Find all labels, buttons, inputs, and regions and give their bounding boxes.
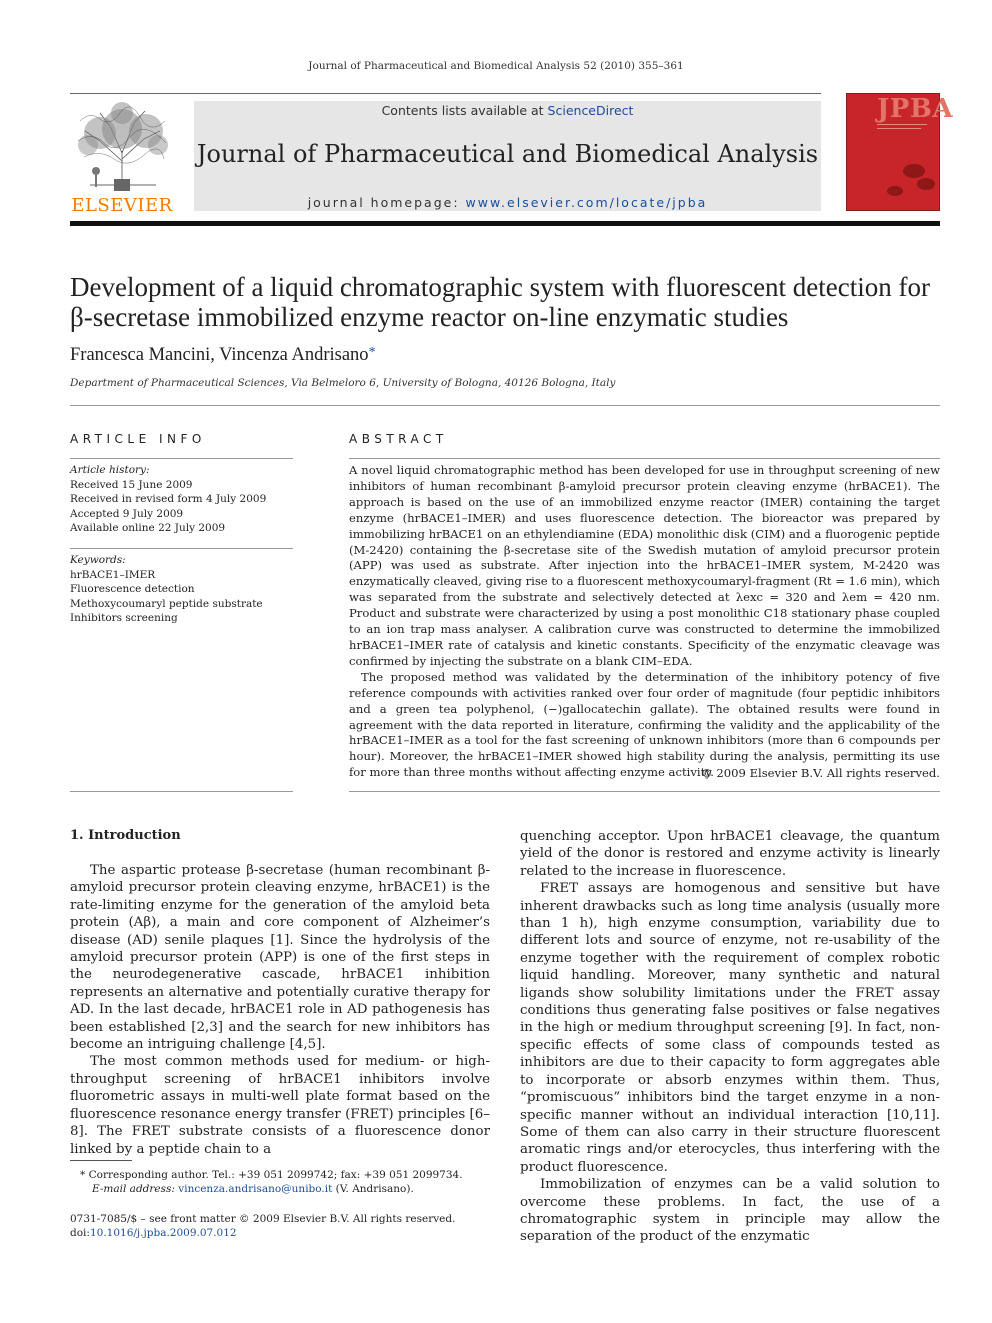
- affiliation: Department of Pharmaceutical Sciences, Via Belmeloro 6, University of Bologna, 40126 Bologna, Italy: [70, 377, 616, 389]
- keyword-item: hrBACE1–IMER: [70, 568, 156, 581]
- intro-paragraph-3: FRET assays are homogenous and sensitive but have inherent drawbacks such as long time analysis (usually more than 1 h), high enzyme consumption, variability due to different lots and source of enzyme, not re-usability of the enzyme together with the requirement of complex robotic liquid handling. Moreover, many synthetic and natural ligands show solubility limitations under the FRET assay conditions thus generating false positives or false negatives in the high or medium throughput screening [9]. In fact, non-specific effects of some class of compounds tested as inhibitors are due to their capacity to form aggregates able to incorporate or absorb enzymes within them. Thus, “promiscuous” inhibitors bind the target enzyme in a non-specific manner without an individual interaction [10,11]. Some of them can also carry in their structure fluorescent aromatic rings and/or eterocycles, thus interfering with the product fluorescence.: [520, 881, 940, 1175]
- article-title-line1: Development of a liquid chromatographic system with fluorescent detection for: [70, 272, 930, 302]
- contents-prefix: Contents lists available at: [381, 103, 548, 118]
- keyword-item: Fluorescence detection: [70, 583, 195, 595]
- body-left-column: [70, 862, 490, 1158]
- keywords-rule: [70, 548, 293, 549]
- keyword-item: Inhibitors screening: [70, 612, 178, 624]
- issn-line: 0731-7085/$ – see front matter © 2009 Elsevier B.V. All rights reserved.: [70, 1213, 456, 1225]
- abstract-paragraph-1: A novel liquid chromatographic method has been developed for use in throughput screening of new inhibitors of human recombinant β-amyloid precursor protein cleaving enzyme (hrBACE1). The approach is based on the use of an immobilized enzyme reactor (IMER) containing the target enzyme (hrBACE1–IMER) and uses fluorescence detection. The bioreactor was prepared by immobilizing hrBACE1 on an ethylendiamine (EDA) monolithic disk (CIM) and a fluorogenic peptide (M-2420) containing the β-secretase site of the Swedish mutation of amyloid precursor protein (APP) was used as substrate. After injection into the hrBACE1–IMER system, M-2420 was enzymatically cleaved, giving rise to a fluorescent methoxycoumaryl-fragment (Rt = 1.6 min), which was separated from the substrate and selectively detected at λexc = 320 and λem = 420 nm. Product and substrate were characterized by using a post monolithic C18 stationary phase coupled to an ion trap mass analyser. A calibration curve was constructed to determine the immobilized hrBACE1–IMER rate of catalysis and kinetic constants. Specificity of the enzymatic cleavage was confirmed by injecting the substrate on a blank CIM–EDA.: [349, 463, 940, 668]
- cover-decoration: [887, 186, 903, 196]
- doi-prefix: doi:: [70, 1227, 90, 1239]
- sciencedirect-link[interactable]: ScienceDirect: [547, 103, 634, 118]
- email-link[interactable]: vincenza.andrisano@unibo.it: [178, 1183, 333, 1195]
- homepage-link[interactable]: www.elsevier.com/locate/jpba: [465, 195, 708, 210]
- email-label: E-mail address:: [92, 1183, 179, 1195]
- doi-link[interactable]: 10.1016/j.jpba.2009.07.012: [89, 1227, 237, 1239]
- masthead-top-rule: [70, 93, 821, 94]
- email-suffix: (V. Andrisano).: [332, 1183, 414, 1195]
- corresponding-author-footnote: * Corresponding author. Tel.: +39 051 2099742; fax: +39 051 2099734.: [80, 1169, 463, 1181]
- history-received: Received 15 June 2009: [70, 478, 193, 491]
- publisher-name: ELSEVIER: [71, 195, 173, 216]
- cover-text-line: [877, 128, 921, 129]
- running-head: Journal of Pharmaceutical and Biomedical Analysis 52 (2010) 355–361: [308, 60, 684, 72]
- history-revised: Received in revised form 4 July 2009: [70, 493, 267, 505]
- history-label: Article history:: [70, 464, 150, 476]
- abstract-body: [349, 463, 940, 781]
- article-title-line2: β-secretase immobilized enzyme reactor on-line enzymatic studies: [70, 302, 789, 332]
- keyword-item: Methoxycoumaryl peptide substrate: [70, 597, 263, 610]
- intro-paragraph-4: Immobilization of enzymes can be a valid solution to overcome these problems. In fact, the use of a chromatographic system in principle may allow the separation of the product of the enzymatic: [520, 1177, 940, 1245]
- homepage-prefix: journal homepage:: [307, 195, 466, 210]
- article-history: [70, 463, 293, 536]
- keywords-label: Keywords:: [70, 554, 126, 566]
- doi-line: [70, 1226, 237, 1241]
- title-divider: [70, 405, 940, 406]
- masthead-thick-rule: [70, 221, 940, 226]
- cover-abbrev: JPBA: [877, 94, 954, 124]
- history-accepted: Accepted 9 July 2009: [70, 507, 184, 520]
- cover-decoration: [917, 178, 935, 190]
- corresponding-author-mark[interactable]: *: [368, 345, 376, 360]
- cover-decoration: [903, 164, 925, 178]
- authors: [70, 345, 376, 366]
- intro-paragraph-continued: quenching acceptor. Upon hrBACE1 cleavage, the quantum yield of the donor is restored and enzyme activity is linearly related to the increase in fluorescence.: [520, 829, 940, 879]
- intro-paragraph-1: The aspartic protease β-secretase (human recombinant β-amyloid precursor protein cleaving enzyme, hrBACE1) is the rate-limiting enzyme for the generation of the amyloid beta protein (Aβ), a main and core component of Alzheimer’s disease (AD) senile plaques [1]. Since the hydrolysis of the amyloid precursor protein (APP) is one of the first steps in the neurodegenerative cascade, hrBACE1 inhibition represents an alternative and potentially curative therapy for AD. In the last decade, hrBACE1 role in AD pathogenesis has been established [2,3] and the search for new inhibitors has become an intriguing challenge [4,5].: [70, 863, 490, 1053]
- author-names: Francesca Mancini, Vincenza Andrisano: [70, 345, 369, 365]
- article-info-bottom-rule: [70, 791, 293, 792]
- abstract-bottom-rule: [349, 791, 940, 792]
- introduction-heading: 1. Introduction: [70, 828, 181, 843]
- history-online: Available online 22 July 2009: [70, 522, 226, 534]
- keywords: [70, 553, 293, 626]
- footnote-rule: [70, 1160, 132, 1161]
- email-footnote: [92, 1182, 414, 1197]
- intro-paragraph-2: The most common methods used for medium- or high-throughput screening of hrBACE1 inhibitors involve fluorometric assays in multi-well plate format based on the fluorescence resonance energy transfer (FRET) principles [6–8]. The FRET substrate consists of a fluorescence donor linked by a peptide chain to a: [70, 1054, 490, 1157]
- abstract-heading: ABSTRACT: [349, 432, 448, 446]
- journal-title: Journal of Pharmaceutical and Biomedical Analysis: [196, 140, 819, 168]
- homepage-line: [194, 195, 821, 210]
- copyright-notice: © 2009 Elsevier B.V. All rights reserved.: [701, 766, 940, 780]
- abstract-rule: [349, 458, 940, 459]
- article-info-rule: [70, 458, 293, 459]
- article-info-heading: ARTICLE INFO: [70, 432, 206, 446]
- journal-cover-thumbnail[interactable]: [846, 93, 954, 211]
- abstract-paragraph-2: The proposed method was validated by the determination of the inhibitory potency of five reference compounds with activities ranked over four order of magnitude (four peptidic inhibitors and a green tea polyphenol, (−)gallocatechin gallate). The obtained results were found in agreement with the data reported in literature, confirming the validity and the applicability of the hrBACE1–IMER as a tool for the fast screening of unknown inhibitors (more than 6 compounds per hour). Moreover, the hrBACE1–IMER showed high stability during the analysis, permitting its use for more than three months without affecting enzyme activity.: [349, 669, 940, 780]
- cover-text-line: [877, 124, 927, 125]
- body-right-column: [520, 828, 940, 1246]
- contents-line: [194, 103, 821, 118]
- article-title: [70, 272, 940, 332]
